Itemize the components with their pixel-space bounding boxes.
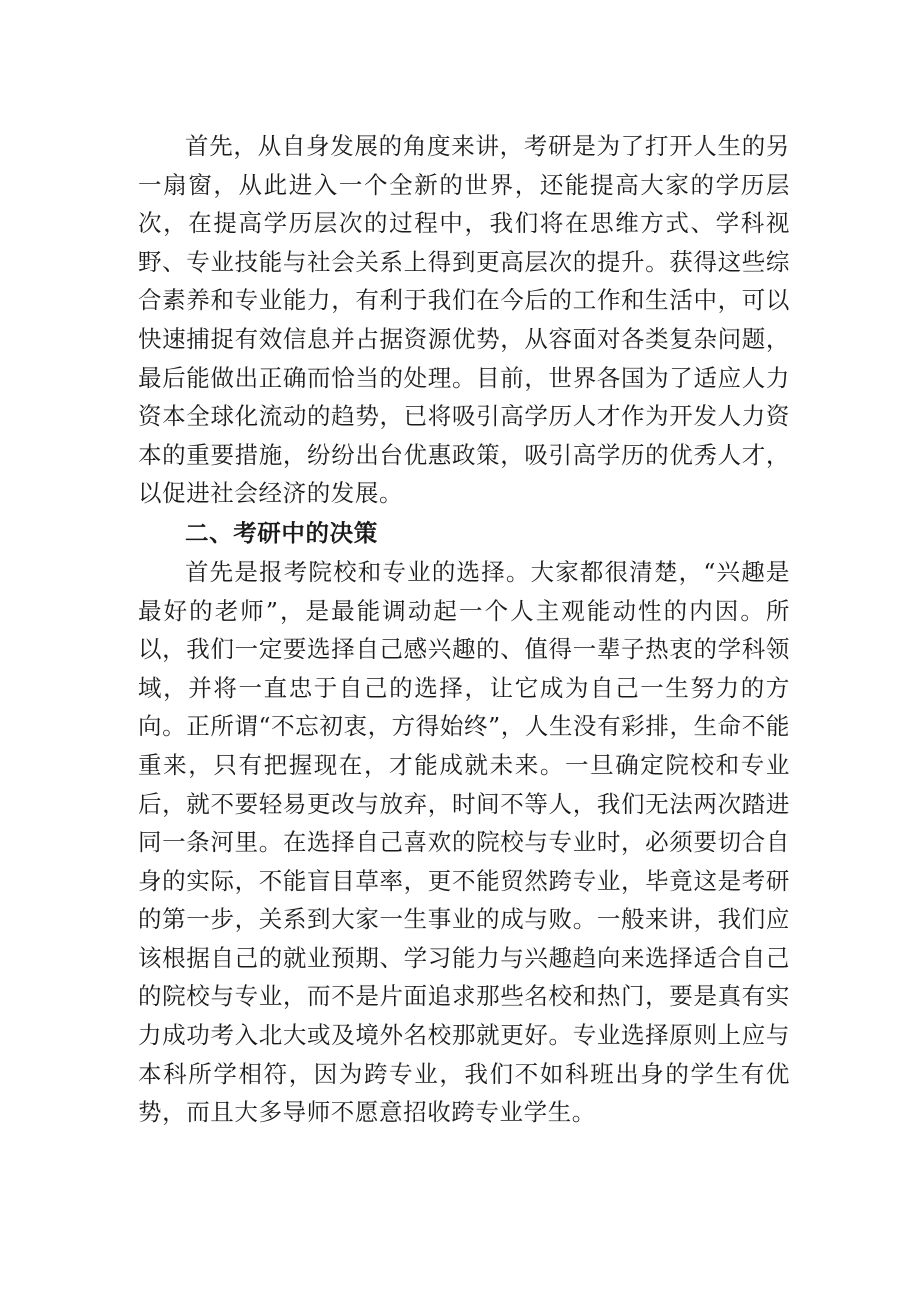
paragraph-school-major-choice: 首先是报考院校和专业的选择。大家都很清楚，“兴趣是最好的老师”，是最能调动起一个人主观能动性的内因。所以，我们一定要选择自己感兴趣的、值得一辈子热衷的学科领域，并将一直忠于自己的选择，让它成为自己一生努力的方向。正所谓“不忘初衷，方得始终”，人生没有彩排，生命不能重来，只有把握现在，才能成就未来。一旦确定院校和专业后，就不要轻易更改与放弃，时间不等人，我们无法两次踏进同一条河里。在选择自己喜欢的院校与专业时，必须要切合自身的实际，不能盲目草率，更不能贸然跨专业，毕竟这是考研的第一步，关系到大家一生事业的成与败。一般来讲，我们应该根据自己的就业预期、学习能力与兴趣趋向来选择适合自己的院校与专业，而不是片面追求那些名校和热门，要是真有实力成功考入北大或及境外名校那就更好。专业选择原则上应与本科所学相符，因为跨专业，我们不如科班出身的学生有优势，而且大多导师不愿意招收跨专业学生。 xyxy=(138,557,790,1127)
document-body xyxy=(138,127,790,1132)
section-heading: 二、考研中的决策 xyxy=(185,518,378,547)
paragraph-self-development: 首先，从自身发展的角度来讲，考研是为了打开人生的另一扇窗，从此进入一个全新的世界，还能提高大家的学历层次，在提高学历层次的过程中，我们将在思维方式、学科视野、专业技能与社会关系上得到更高层次的提升。获得这些综合素养和专业能力，有利于我们在今后的工作和生活中，可以快速捕捉有效信息并占据资源优势，从容面对各类复杂问题，最后能做出正确而恰当的处理。目前，世界各国为了适应人力资本全球化流动的趋势，已将吸引高学历人才作为开发人力资本的重要措施，纷纷出台优惠政策，吸引高学历的优秀人才，以促进社会经济的发展。 xyxy=(138,132,790,508)
